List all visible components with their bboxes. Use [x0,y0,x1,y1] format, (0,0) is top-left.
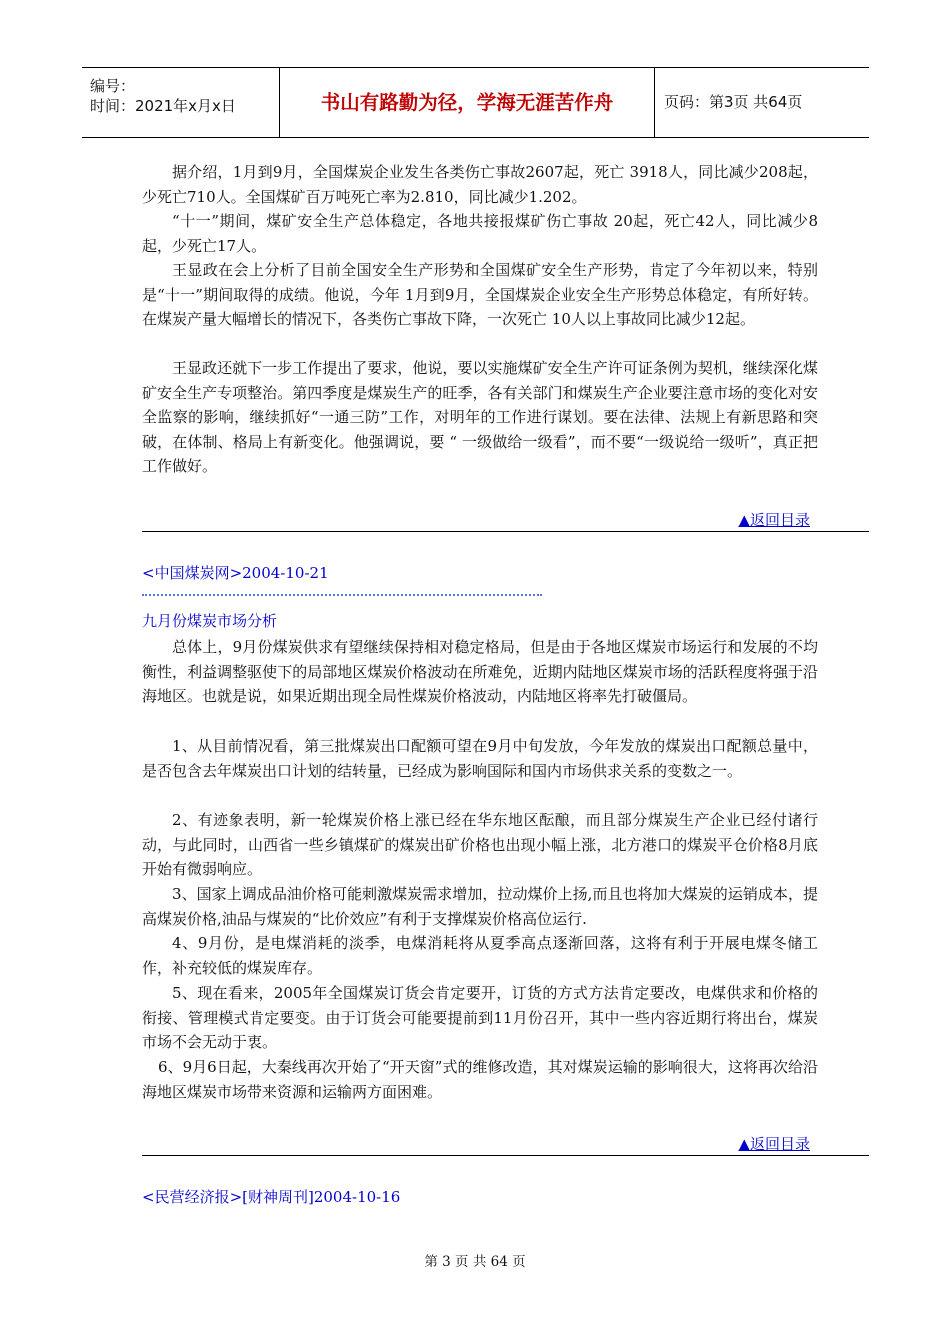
document-time-label: 时间：2021年x月x日 [90,97,236,115]
section-divider [142,531,869,532]
paragraph: 总体上，9月份煤炭供求有望继续保持相对稳定格局，但是由于各地区煤炭市场运行和发展的不均衡性，利益调整驱使下的局部地区煤炭价格波动在所难免，近期内陆地区煤炭市场的活跃程度将强于沿海地区。也就是说，如果近期出现全局性煤炭价格波动，内陆地区将率先打破僵局。 [142,638,818,705]
header-table [82,67,869,138]
paragraph: 王显政还就下一步工作提出了要求，他说，要以实施煤矿安全生产许可证条例为契机，继续深化煤矿安全生产专项整治。第四季度是煤炭生产的旺季，各有关部门和煤炭生产企业要注意市场的变化对安全监察的影响，继续抓好“一通三防”工作，对明年的工作进行谋划。要在法律、法规上有新思路和突破，在体制、格局上有新变化。他强调说，要 “ 一级做给一级看”，而不要“一级说给一级听”，真正把工作做好。 [142,359,818,475]
back-to-contents-link[interactable]: ▲返回目录 [738,1135,810,1153]
paragraph: 3、国家上调成品油价格可能刺激煤炭需求增加，拉动煤价上扬,而且也将加大煤炭的运销成本，提高煤炭价格,油品与煤炭的“比价效应”有利于支撑煤炭价格高位运行. [142,885,818,928]
paragraph: “十一”期间，煤矿安全生产总体稳定，各地共接报煤矿伤亡事故 20起，死亡42人，同比减少8起，少死亡17人。 [142,212,818,255]
paragraph: 王显政在会上分析了目前全国安全生产形势和全国煤矿安全生产形势，肯定了今年初以来，特别是“十一”期间取得的成绩。他说，今年 1月到9月，全国煤炭企业安全生产形势总体稳定，有所好转。在煤炭产量大幅增长的情况下，各类伤亡事故下降，一次死亡 10人以上事故同比减少12起。 [142,261,818,328]
paragraph: 5、现在看来，2005年全国煤炭订货会肯定要开，订货的方式方法肯定要改，电煤供求和价格的衔接、管理模式肯定要变。由于订货会可能要提前到11月份召开，其中一些内容近期行将出台，煤炭市场不会无动于衷。 [142,984,818,1051]
paragraph: 6、9月6日起，大秦线再次开始了“开天窗”式的维修改造，其对煤炭运输的影响很大，这将再次给沿海地区煤炭市场带来资源和运输两方面困难。 [142,1058,818,1101]
header-motto: 书山有路勤为径，学海无涯苦作舟 [279,68,655,137]
article-title: 九月份煤炭市场分析 [142,612,278,630]
page-footer: 第 3 页 共 64 页 [424,1254,526,1270]
back-to-contents-link[interactable]: ▲返回目录 [738,511,810,529]
section-divider [142,1155,869,1156]
paragraph: 4、9月份，是电煤消耗的淡季，电煤消耗将从夏季高点逐渐回落，这将有利于开展电煤冬储工作，补充较低的煤炭库存。 [142,934,818,977]
wavy-separator [142,588,542,596]
header-page-label: 页码：第3页 共64页 [664,93,803,111]
paragraph: 1、从目前情况看，第三批煤炭出口配额可望在9月中旬发放，今年发放的煤炭出口配额总量中，是否包含去年煤炭出口计划的结转量，已经成为影响国际和国内市场供求关系的变数之一。 [142,737,818,780]
article-source: <中国煤炭网>2004-10-21 [142,564,329,582]
document-number-label: 编号： [90,77,136,95]
paragraph: 2、有迹象表明，新一轮煤炭价格上涨已经在华东地区酝酿，而且部分煤炭生产企业已经付诸行动，与此同时，山西省一些乡镇煤矿的煤炭出矿价格也出现小幅上涨，北方港口的煤炭平仓价格8月底开始有微弱响应。 [142,811,818,878]
article-source: <民营经济报>[财神周刊]2004-10-16 [142,1188,401,1206]
header-meta-cell [82,68,279,137]
paragraph: 据介绍，1月到9月，全国煤炭企业发生各类伤亡事故2607起，死亡 3918人，同比减少208起，少死亡710人。全国煤矿百万吨死亡率为2.810，同比减少1.202。 [142,163,818,206]
